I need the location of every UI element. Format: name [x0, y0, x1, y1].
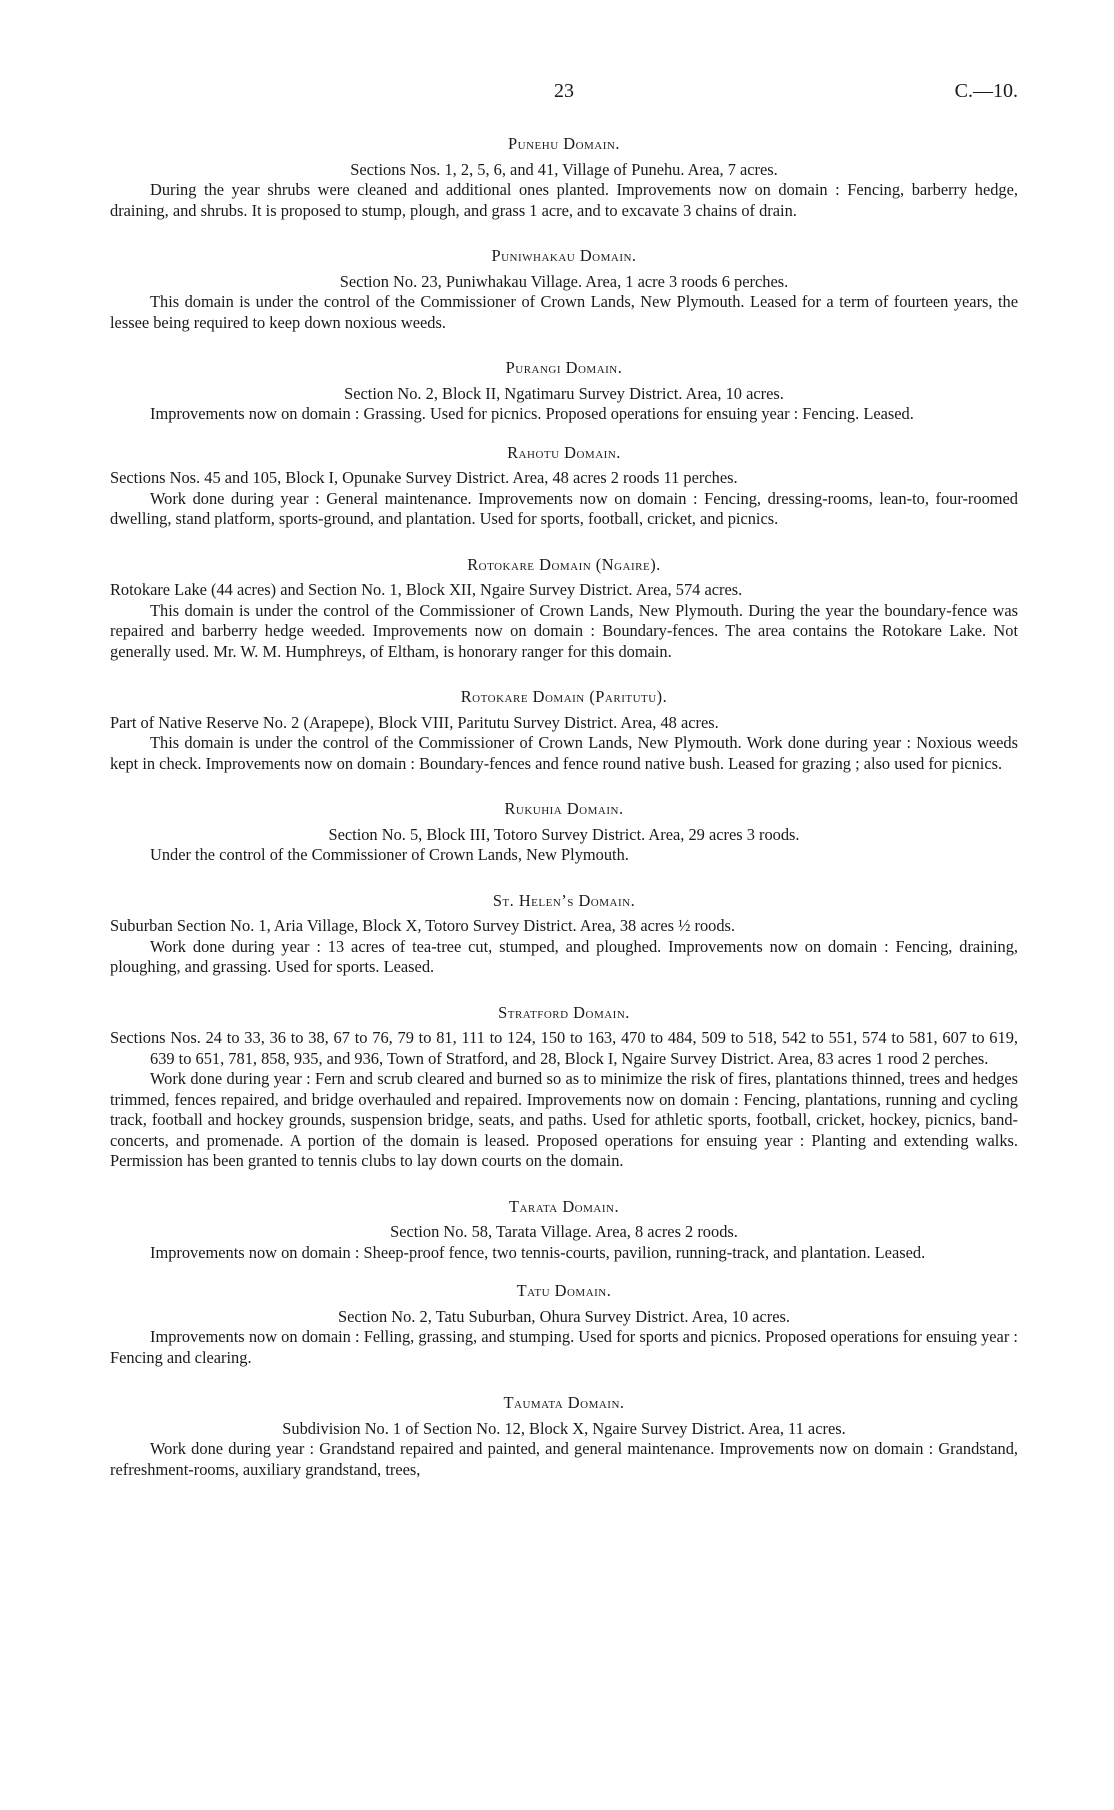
- section-punehu: [110, 134, 1018, 221]
- section-paragraph: This domain is under the control of the Commissioner of Crown Lands, New Plymouth. Work done during year : Noxious weeds kept in check. Improvements now on domain : Boundary-fences and fence round native bush. Leased for grazing ; also used for picnics.: [110, 733, 1018, 773]
- section-heading: Rahotu Domain.: [507, 442, 621, 462]
- section-heading: Tarata Domain.: [508, 1196, 620, 1216]
- section-description: Section No. 5, Block III, Totoro Survey District. Area, 29 acres 3 roods.: [328, 824, 800, 844]
- section-tarata: [110, 1197, 1018, 1264]
- document-reference: C.—10.: [954, 80, 1018, 102]
- section-description: Section No. 2, Tatu Suburban, Ohura Survey District. Area, 10 acres.: [338, 1306, 790, 1326]
- section-description: Sections Nos. 24 to 33, 36 to 38, 67 to 76, 79 to 81, 111 to 124, 150 to 163, 470 to 484, 509 to 518, 542 to 551, 574 to 581, 607 to 619, 639 to 651, 781, 858, 935, and 936, Town of Stratford, and 28, Block I, Ngaire Survey District. Area, 83 acres 1 rood 2 perches.: [110, 1028, 1018, 1068]
- section-purangi: [110, 358, 1018, 425]
- section-heading: Taumata Domain.: [503, 1393, 625, 1412]
- section-paragraph: Under the control of the Commissioner of Crown Lands, New Plymouth.: [150, 845, 629, 864]
- section-heading: Stratford Domain.: [498, 1002, 630, 1022]
- section-paragraph: Work done during year : Fern and scrub cleared and burned so as to minimize the risk of fires, plantations thinned, trees and hedges trimmed, fences repaired, and bridge overhauled and repaired. Improvements now on domain : Fencing, plantations, running and cycling track, football and hockey grounds, suspension bridge, seats, and paths. Used for athletic sports, football, cricket, hockey, picnics, band-concerts, and promenade. A portion of the domain is leased. Proposed operations for ensuing year : Planting and extending walks. Permission has been granted to tennis clubs to lay down courts on the domain.: [110, 1069, 1018, 1170]
- section-description: Sections Nos. 1, 2, 5, 6, and 41, Village of Punehu. Area, 7 acres.: [350, 159, 778, 179]
- section-heading: St. Helen’s Domain.: [492, 890, 636, 910]
- section-description: Suburban Section No. 1, Aria Village, Block X, Totoro Survey District. Area, 38 acres ½ roods.: [110, 916, 736, 935]
- page-number: 23: [554, 80, 574, 102]
- page-content: [110, 134, 1018, 1480]
- section-paragraph: This domain is under the control of the Commissioner of Crown Lands, New Plymouth. Leased for a term of fourteen years, the lessee being required to keep down noxious weeds.: [110, 292, 1018, 332]
- section-taumata: [110, 1393, 1018, 1480]
- section-description: Sections Nos. 45 and 105, Block I, Opunake Survey District. Area, 48 acres 2 roods 11 perches.: [110, 468, 738, 487]
- page-header: [110, 80, 1018, 110]
- section-tatu: [110, 1281, 1018, 1368]
- section-description: Subdivision No. 1 of Section No. 12, Block X, Ngaire Survey District. Area, 11 acres.: [282, 1418, 846, 1438]
- section-paragraph: Improvements now on domain : Felling, grassing, and stumping. Used for sports and picnics. Proposed operations for ensuing year : Fencing and clearing.: [110, 1327, 1018, 1367]
- section-stratford: [110, 1003, 1018, 1172]
- section-heading: Purangi Domain.: [505, 358, 623, 377]
- section-description: Section No. 58, Tarata Village. Area, 8 acres 2 roods.: [390, 1222, 738, 1241]
- section-st-helens: [110, 891, 1018, 978]
- section-rotokare-ngaire: [110, 555, 1018, 663]
- section-paragraph: Improvements now on domain : Grassing. Used for picnics. Proposed operations for ensuing year : Fencing. Leased.: [150, 404, 914, 423]
- section-heading: Rotokare Domain (Paritutu).: [460, 687, 668, 706]
- section-paragraph: Work done during year : Grandstand repaired and painted, and general maintenance. Improvements now on domain : Grandstand, refreshment-rooms, auxiliary grandstand, trees,: [110, 1439, 1018, 1479]
- section-paragraph: Work done during year : 13 acres of tea-tree cut, stumped, and ploughed. Improvements now on domain : Fencing, draining, ploughing, and grassing. Used for sports. Leased.: [110, 936, 1018, 976]
- section-rahotu: [110, 443, 1018, 530]
- section-rotokare-paritutu: [110, 687, 1018, 774]
- section-description: Section No. 23, Puniwhakau Village. Area, 1 acre 3 roods 6 perches.: [339, 271, 789, 291]
- section-rukuhia: [110, 799, 1018, 866]
- section-paragraph: Work done during year : General maintenance. Improvements now on domain : Fencing, dressing-rooms, lean-to, four-roomed dwelling, stand platform, sports-ground, and plantation. Used for sports, football, cricket, and picnics.: [110, 488, 1018, 528]
- section-description: Rotokare Lake (44 acres) and Section No. 1, Block XII, Ngaire Survey District. Area, 574 acres.: [110, 580, 743, 599]
- section-heading: Rukuhia Domain.: [504, 799, 624, 818]
- section-paragraph: Improvements now on domain : Sheep-proof fence, two tennis-courts, pavilion, running-track, and plantation. Leased.: [150, 1242, 926, 1262]
- section-description: Section No. 2, Block II, Ngatimaru Survey District. Area, 10 acres.: [344, 383, 784, 403]
- section-heading: Puniwhakau Domain.: [491, 246, 637, 265]
- section-heading: Tatu Domain.: [516, 1281, 612, 1300]
- section-heading: Rotokare Domain (Ngaire).: [467, 554, 661, 574]
- section-puniwhakau: [110, 246, 1018, 333]
- section-description: Part of Native Reserve No. 2 (Arapepe), Block VIII, Paritutu Survey District. Area, 48 acres.: [110, 712, 719, 732]
- section-heading: Punehu Domain.: [508, 134, 620, 153]
- section-paragraph: During the year shrubs were cleaned and additional ones planted. Improvements now on domain : Fencing, barberry hedge, draining, and shrubs. It is proposed to stump, plough, and grass 1 acre, and to excavate 3 chains of drain.: [110, 180, 1018, 220]
- section-paragraph: This domain is under the control of the Commissioner of Crown Lands, New Plymouth. During the year the boundary-fence was repaired and barberry hedge weeded. Improvements now on domain : Boundary-fences. The area contains the Rotokare Lake. Not generally used. Mr. W. M. Humphreys, of Eltham, is honorary ranger for this domain.: [110, 600, 1018, 661]
